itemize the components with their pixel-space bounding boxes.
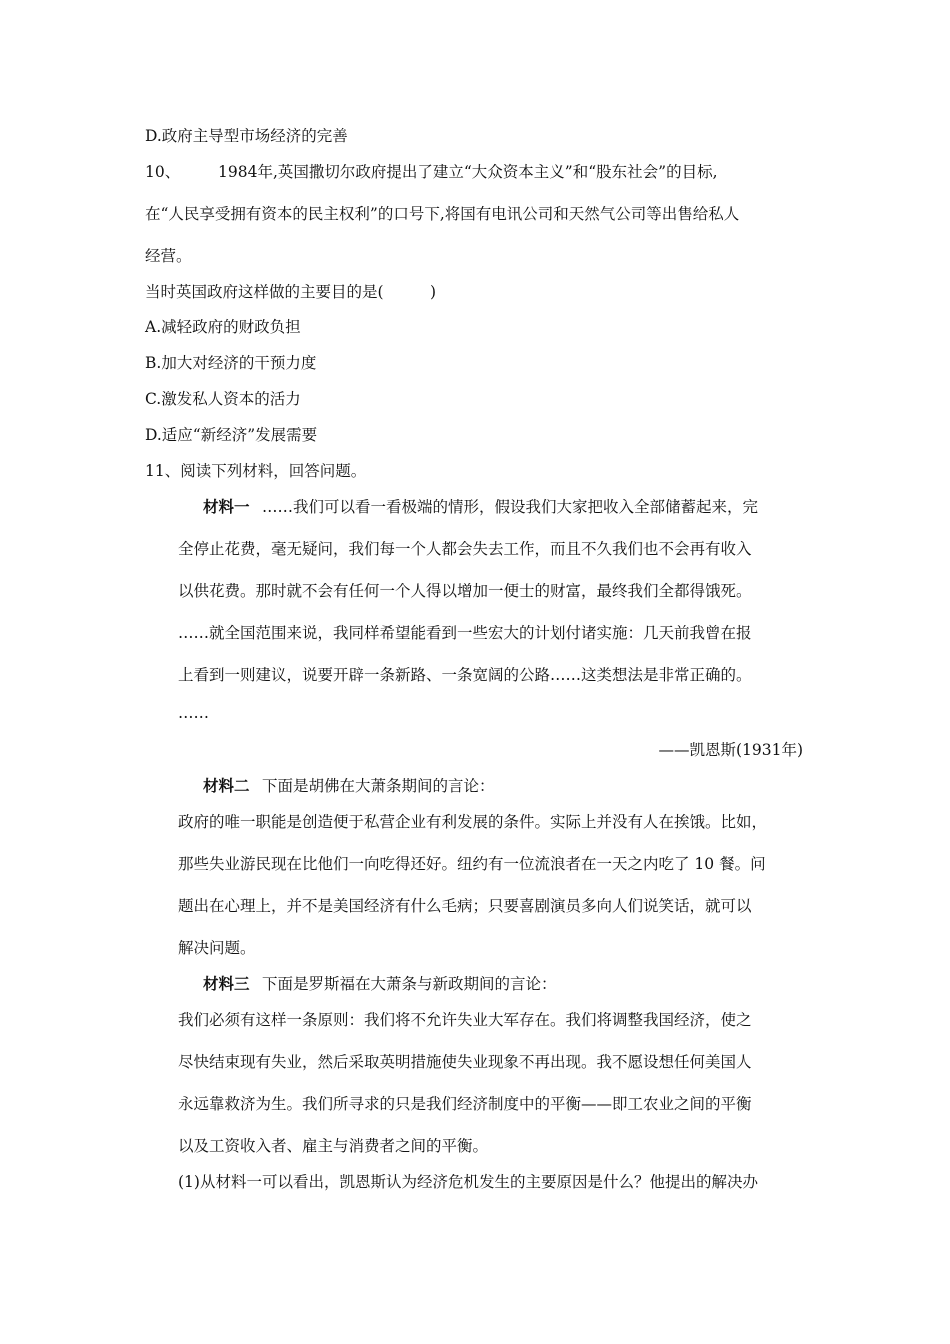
- question-10-number: 10、: [145, 163, 181, 181]
- question-10-option-a: A.减轻政府的财政负担: [145, 318, 301, 336]
- question-10-stem-line-1: 1984年,英国撒切尔政府提出了建立“大众资本主义”和“股东社会”的目标,: [218, 163, 718, 181]
- material-2-heading: 下面是胡佛在大萧条期间的言论：: [262, 777, 495, 795]
- question-10-option-d: D.适应“新经济”发展需要: [145, 426, 318, 444]
- material-3-line-4: 以及工资收入者、雇主与消费者之间的平衡。: [178, 1137, 489, 1155]
- material-2-line-2: 那些失业游民现在比他们一向吃得还好。纽约有一位流浪者在一天之内吃了 10 餐。问: [178, 855, 766, 873]
- material-3-line-2: 尽快结束现有失业，然后采取英明措施使失业现象不再出现。我不愿设想任何美国人: [178, 1053, 752, 1071]
- question-10-prompt: 当时英国政府这样做的主要目的是( ): [145, 283, 437, 301]
- material-2-line-4: 解决问题。: [178, 939, 256, 957]
- material-3-line-3: 永远靠救济为生。我们所寻求的只是我们经济制度中的平衡——即工农业之间的平衡: [178, 1095, 752, 1113]
- material-1-line-1: ……我们可以看一看极端的情形，假设我们大家把收入全部储蓄起来，完: [262, 498, 759, 516]
- material-3-line-1: 我们必须有这样一条原则：我们将不允许失业大军存在。我们将调整我国经济，使之: [178, 1011, 752, 1029]
- question-9-option-d: D.政府主导型市场经济的完善: [145, 127, 348, 145]
- material-1-line-2: 全停止花费，毫无疑问，我们每一个人都会失去工作，而且不久我们也不会再有收入: [178, 540, 752, 558]
- question-11-sub-1: (1)从材料一可以看出，凯恩斯认为经济危机发生的主要原因是什么？他提出的解决办: [178, 1173, 758, 1191]
- material-1-line-5: 上看到一则建议，说要开辟一条新路、一条宽阔的公路……这类想法是非常正确的。: [178, 666, 752, 684]
- material-1-line-3: 以供花费。那时就不会有任何一个人得以增加一便士的财富，最终我们全都得饿死。: [178, 582, 752, 600]
- material-2-line-3: 题出在心理上，并不是美国经济有什么毛病；只要喜剧演员多向人们说笑话，就可以: [178, 897, 752, 915]
- material-1-line-6: ……: [178, 704, 209, 722]
- question-10-option-b: B.加大对经济的干预力度: [145, 354, 317, 372]
- material-2-line-1: 政府的唯一职能是创造便于私营企业有利发展的条件。实际上并没有人在挨饿。比如，: [178, 813, 768, 831]
- material-3-heading: 下面是罗斯福在大萧条与新政期间的言论：: [262, 975, 557, 993]
- question-10-stem-line-2: 在“人民享受拥有资本的民主权利”的口号下,将国有电讯公司和天然气公司等出售给私人: [145, 205, 740, 223]
- question-10-stem-line-3: 经营。: [145, 247, 192, 265]
- material-1-label: 材料一: [203, 497, 250, 516]
- material-2-label: 材料二: [203, 776, 250, 795]
- material-3-label: 材料三: [203, 974, 250, 993]
- material-1-line-4: ……就全国范围来说，我同样希望能看到一些宏大的计划付诸实施：几天前我曾在报: [178, 624, 752, 642]
- material-1-source: ——凯恩斯(1931年): [658, 741, 803, 759]
- question-11-intro: 11、阅读下列材料，回答问题。: [145, 462, 367, 480]
- question-10-option-c: C.激发私人资本的活力: [145, 390, 301, 408]
